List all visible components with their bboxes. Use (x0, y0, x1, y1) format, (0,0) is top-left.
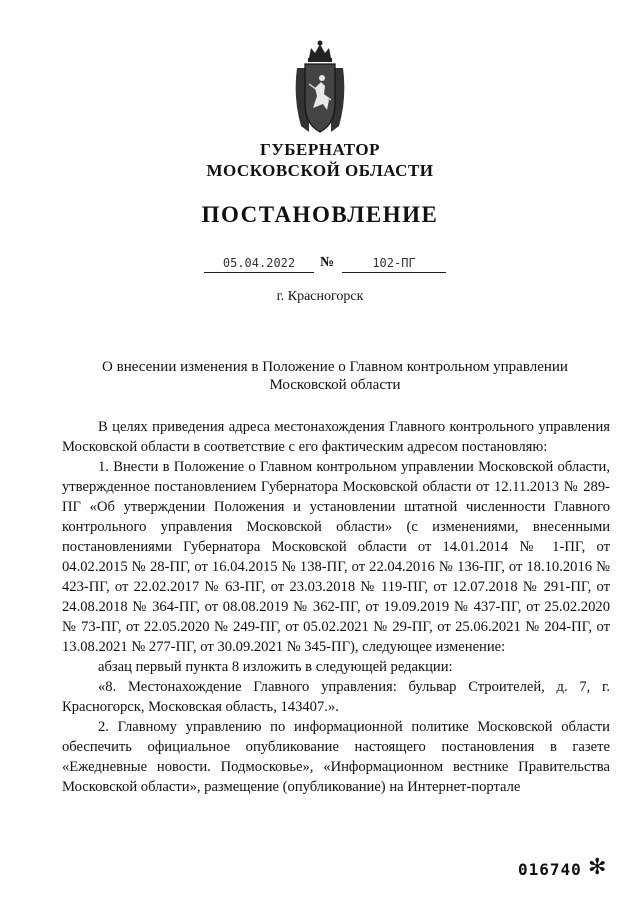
coat-of-arms-icon (291, 38, 349, 138)
date-number-line (0, 254, 640, 276)
form-serial-number: 016740 (518, 860, 582, 879)
number-sign: № (320, 255, 335, 270)
city: г. Красногорск (276, 289, 364, 304)
title-line-1: О внесении изменения в Положение о Главном контрольном управлении (102, 359, 568, 375)
document-title (60, 358, 610, 394)
document-date: 05.04.2022 (204, 254, 314, 273)
paragraph-preamble: В целях приведения адреса местонахождения Главного контрольного управления Московской области в соответствие с его фактическим адресом постановляю: (62, 419, 610, 455)
paragraph-1: 1. Внести в Положение о Главном контрольном управлении Московской области, утвержденное постановлением Губернатора Московской области от 12.11.2013 № 289-ПГ «Об утверждении Положения и установлении штатной численности Главного контрольного управления Московской области» (с изменениями, внесенными постановлениями Губернатора Московской области от 14.01.2014 № 1-ПГ, от 04.02.2015 № 28-ПГ, от 16.04.2015 № 138-ПГ, от 22.04.2016 № 136-ПГ, от 18.10.2016 № 423-ПГ, от 22.02.2017 № 63-ПГ, от 23.03.2018 № 119-ПГ, от 12.07.2018 № 291-ПГ, от 24.08.2018 № 364-ПГ, от 08.08.2019 № 362-ПГ, от 19.09.2019 № 437-ПГ, от 25.02.2020 № 73-ПГ, от 22.05.2020 № 249-ПГ, от 05.02.2021 № 29-ПГ, от 25.06.2021 № 204-ПГ, от 13.08.2021 № 277-ПГ, от 30.09.2021 № 345-ПГ), следующее изменение: (62, 459, 610, 655)
paragraph-1-detail: абзац первый пункта 8 изложить в следующей редакции: (98, 659, 453, 675)
asterisk-mark-icon: ✻ (588, 854, 607, 879)
document-body (62, 417, 610, 797)
document-number: 102-ПГ (342, 254, 446, 273)
paragraph-1-quote: «8. Местонахождение Главного управления: бульвар Строителей, д. 7, г. Красногорск, Московская область, 143407.». (62, 679, 610, 715)
paragraph-2: 2. Главному управлению по информационной политике Московской области обеспечить официальное опубликование настоящего постановления в газете «Ежедневные новости. Подмосковье», «Информационном вестнике Правительства Московской области», размещение (опубликование) на Интернет-портале (62, 719, 610, 795)
title-line-2: Московской области (269, 377, 401, 393)
document-type: ПОСТАНОВЛЕНИЕ (201, 202, 439, 227)
header-line-1: ГУБЕРНАТОР (260, 140, 380, 159)
header-line-2: МОСКОВСКОЙ ОБЛАСТИ (206, 161, 434, 180)
